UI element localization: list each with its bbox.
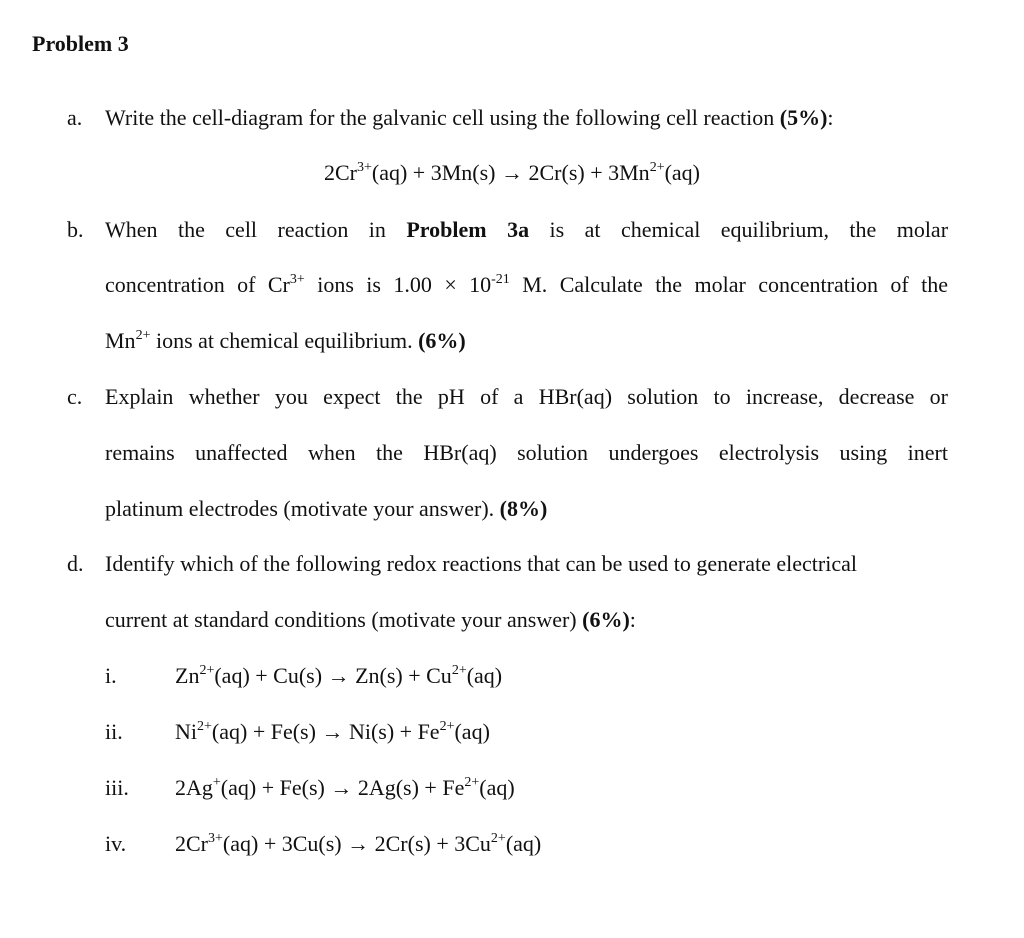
- part-b-line-2: concentration of $Cr^{3+}$ ions is $1.00 \times 10^{-21}$ M. Calculate the molar concentration of the: [105, 272, 948, 297]
- part-b-line-3: $Mn^{2+}$ ions at chemical equilibrium. (6%): [105, 328, 466, 353]
- problem-title: Problem 3: [32, 31, 129, 56]
- reaction-equation: $Ni^{2+}(aq) + Fe(s) \to Ni(s) + Fe^{2+}(aq)$: [175, 719, 490, 744]
- part-c-letter: c.: [67, 384, 83, 409]
- reaction-equation: $2Ag^+(aq) + Fe(s) \to 2Ag(s) + Fe^{2+}(aq)$: [175, 775, 515, 800]
- reaction-label: i.: [105, 663, 117, 688]
- part-d-line-2: current at standard conditions (motivate your answer) (6%):: [105, 607, 636, 632]
- part-c-line-2: remains unaffected when the HBr(aq) solution undergoes electrolysis using inert: [105, 440, 948, 465]
- part-d-letter: d.: [67, 551, 84, 576]
- reaction-equation: $2Cr^{3+}(aq) + 3Cu(s) \to 2Cr(s) + 3Cu^{2+}(aq)$: [175, 831, 542, 856]
- part-c-line-1: Explain whether you expect the pH of a HBr(aq) solution to increase, decrease or: [105, 384, 948, 409]
- part-d-line-1: Identify which of the following redox reactions that can be used to generate electrical: [105, 551, 857, 576]
- part-a-question: Write the cell-diagram for the galvanic cell using the following cell reaction (5%):: [105, 105, 834, 130]
- reaction-equation: $Zn^{2+}(aq) + Cu(s) \to Zn(s) + Cu^{2+}(aq)$: [175, 663, 503, 688]
- part-a-equation: $2Cr^{3+}(aq) + 3Mn(s) \to 2Cr(s) + 3Mn^{2+}(aq)$: [323, 160, 701, 185]
- part-a-letter: a.: [67, 105, 83, 130]
- part-c-line-3: platinum electrodes (motivate your answer). (8%): [105, 496, 548, 521]
- reaction-label: ii.: [105, 719, 123, 744]
- reaction-label: iii.: [105, 775, 129, 800]
- part-b-line-1: When the cell reaction in Problem 3a is at chemical equilibrium, the molar: [105, 217, 949, 242]
- part-b-letter: b.: [67, 217, 84, 242]
- reaction-label: iv.: [105, 831, 127, 856]
